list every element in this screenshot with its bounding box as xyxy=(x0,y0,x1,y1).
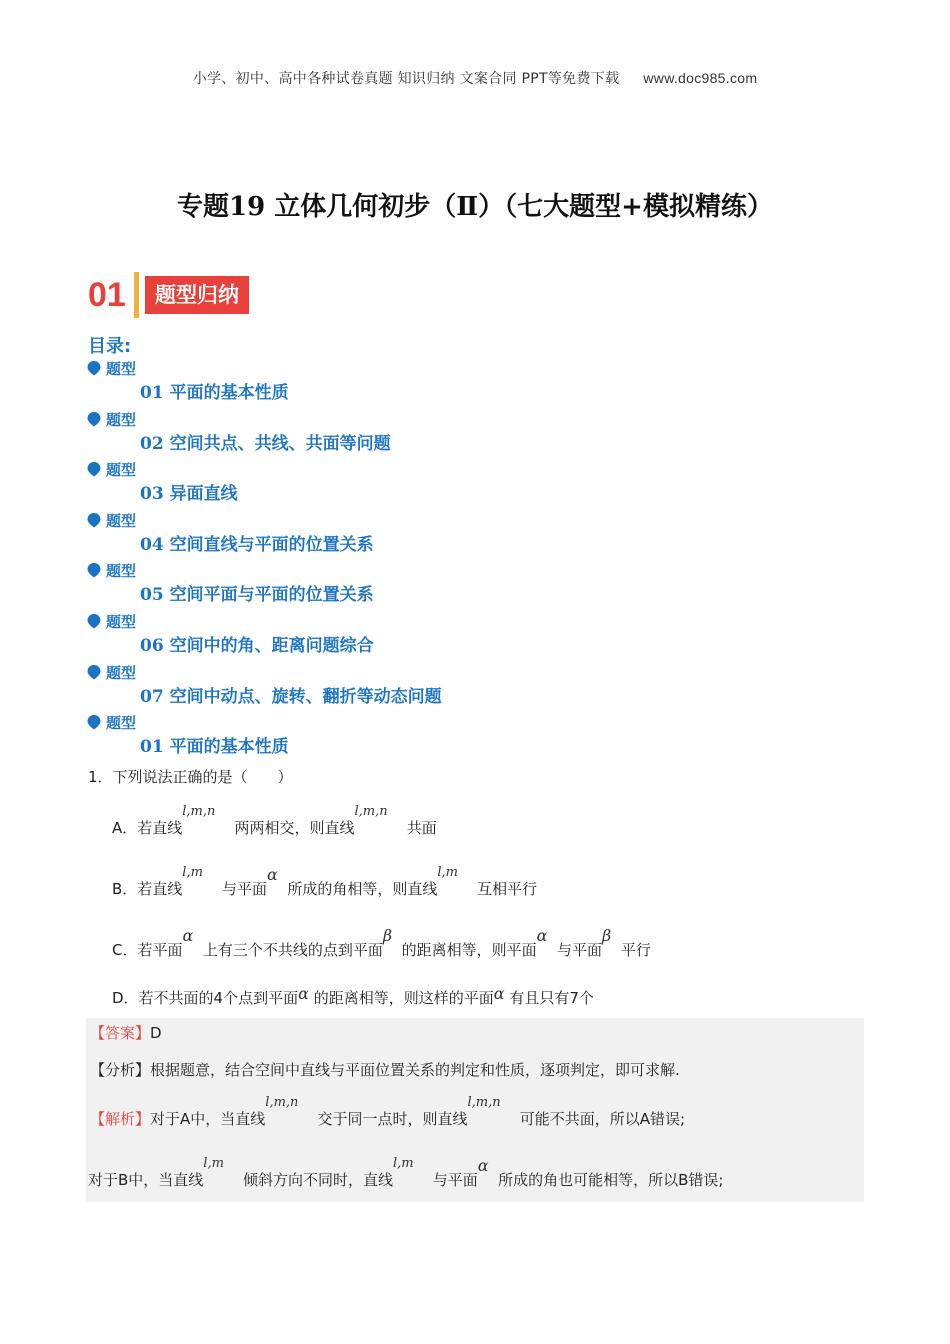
math-expression: α xyxy=(298,984,309,1003)
toc-item[interactable] xyxy=(86,560,686,606)
answer-value: D xyxy=(150,1024,162,1042)
toc-item[interactable] xyxy=(86,459,686,505)
toc-item-label: 06 空间中的角、距离问题综合 xyxy=(140,636,374,656)
math-expression: β xyxy=(602,926,612,945)
toc-item[interactable] xyxy=(86,611,686,657)
toc-tag: 题型 xyxy=(106,714,137,732)
answer-panel xyxy=(86,1018,864,1202)
page-header xyxy=(0,68,950,88)
section-heading xyxy=(88,272,249,318)
toc-item-label: 01 平面的基本性质 xyxy=(140,383,289,403)
location-pin-icon xyxy=(86,562,102,578)
math-expression: α xyxy=(536,926,548,945)
toc-item[interactable] xyxy=(86,510,686,556)
analysis-line xyxy=(90,1059,680,1080)
current-section-heading xyxy=(86,712,686,758)
section-number: 01 xyxy=(88,275,126,314)
answer-tag: 【答案】 xyxy=(90,1024,151,1042)
toc-item-label: 05 空间平面与平面的位置关系 xyxy=(140,585,374,605)
analysis-tag: 【分析】 xyxy=(90,1061,151,1079)
math-expression: l,m xyxy=(437,865,459,880)
toc-tag: 题型 xyxy=(106,461,137,479)
toc-item-label: 03 异面直线 xyxy=(140,484,238,504)
location-pin-icon xyxy=(86,512,102,528)
analysis-text: 根据题意，结合空间中直线与平面位置关系的判定和性质，逐项判定，即可求解. xyxy=(150,1061,680,1079)
math-expression: l,m,n xyxy=(467,1095,501,1110)
toc-item-label: 04 空间直线与平面的位置关系 xyxy=(140,535,374,555)
option-b: B．若直线l,m 与平面α 所成的角相等，则直线l,m 互相平行 xyxy=(112,865,538,898)
math-expression: α xyxy=(477,1156,489,1175)
math-expression: l,m,n xyxy=(182,804,216,819)
math-expression: l,m,n xyxy=(354,804,388,819)
location-pin-icon xyxy=(86,613,102,629)
toc-tag: 题型 xyxy=(106,664,137,682)
math-expression: α xyxy=(182,926,194,945)
current-section-label: 01 平面的基本性质 xyxy=(140,737,289,757)
toc-item[interactable] xyxy=(86,662,686,708)
header-text: 小学、初中、高中各种试卷真题 知识归纳 文案合同 PPT等免费下载 xyxy=(192,71,620,87)
solution-tag: 【解析】 xyxy=(90,1110,151,1128)
toc-item-label: 07 空间中动点、旋转、翻折等动态问题 xyxy=(140,687,442,707)
header-site[interactable]: www.doc985.com xyxy=(643,70,758,86)
math-expression: α xyxy=(267,865,278,884)
location-pin-icon xyxy=(86,411,102,427)
toc-tag: 题型 xyxy=(106,613,137,631)
toc-item[interactable] xyxy=(86,409,686,455)
answer-line xyxy=(90,1022,162,1043)
toc-tag: 题型 xyxy=(106,411,137,429)
toc-item-label: 02 空间共点、共线、共面等问题 xyxy=(140,434,391,454)
location-pin-icon xyxy=(86,664,102,680)
section-divider xyxy=(134,272,139,318)
location-pin-icon xyxy=(86,461,102,477)
toc-tag: 题型 xyxy=(106,512,137,530)
question-stem: 1．下列说法正确的是（ ） xyxy=(88,768,293,786)
math-expression: l,m xyxy=(203,1156,224,1171)
math-expression: β xyxy=(382,926,393,945)
location-pin-icon xyxy=(86,714,102,730)
toc-tag: 题型 xyxy=(106,360,137,378)
math-expression: l,m xyxy=(393,1156,414,1171)
page-title: 专题19 立体几何初步（Ⅱ）（七大题型+模拟精练） xyxy=(177,192,773,222)
math-expression: l,m,n xyxy=(265,1095,299,1110)
option-d: D．若不共面的4个点到平面α 的距离相等，则这样的平面α 有且只有7个 xyxy=(112,984,594,1007)
toc-item[interactable] xyxy=(86,358,686,404)
option-c: C．若平面α 上有三个不共线的点到平面β 的距离相等，则平面α 与平面β 平行 xyxy=(112,926,651,959)
solution-line-2: 对于B中，当直线l,m 倾斜方向不同时，直线l,m 与平面α 所成的角也可能相等，所以B错误; xyxy=(88,1156,724,1189)
location-pin-icon xyxy=(86,360,102,376)
toc-tag: 题型 xyxy=(106,562,137,580)
option-a: A．若直线l,m,n 两两相交，则直线l,m,n 共面 xyxy=(112,804,437,837)
math-expression: α xyxy=(493,984,505,1003)
solution-line-1: 【解析】对于A中，当直线l,m,n 交于同一点时，则直线l,m,n 可能不共面，所以A错误; xyxy=(90,1095,686,1128)
toc-title: 目录: xyxy=(88,336,132,357)
section-label: 题型归纳 xyxy=(145,276,249,314)
math-expression: l,m xyxy=(182,865,203,880)
